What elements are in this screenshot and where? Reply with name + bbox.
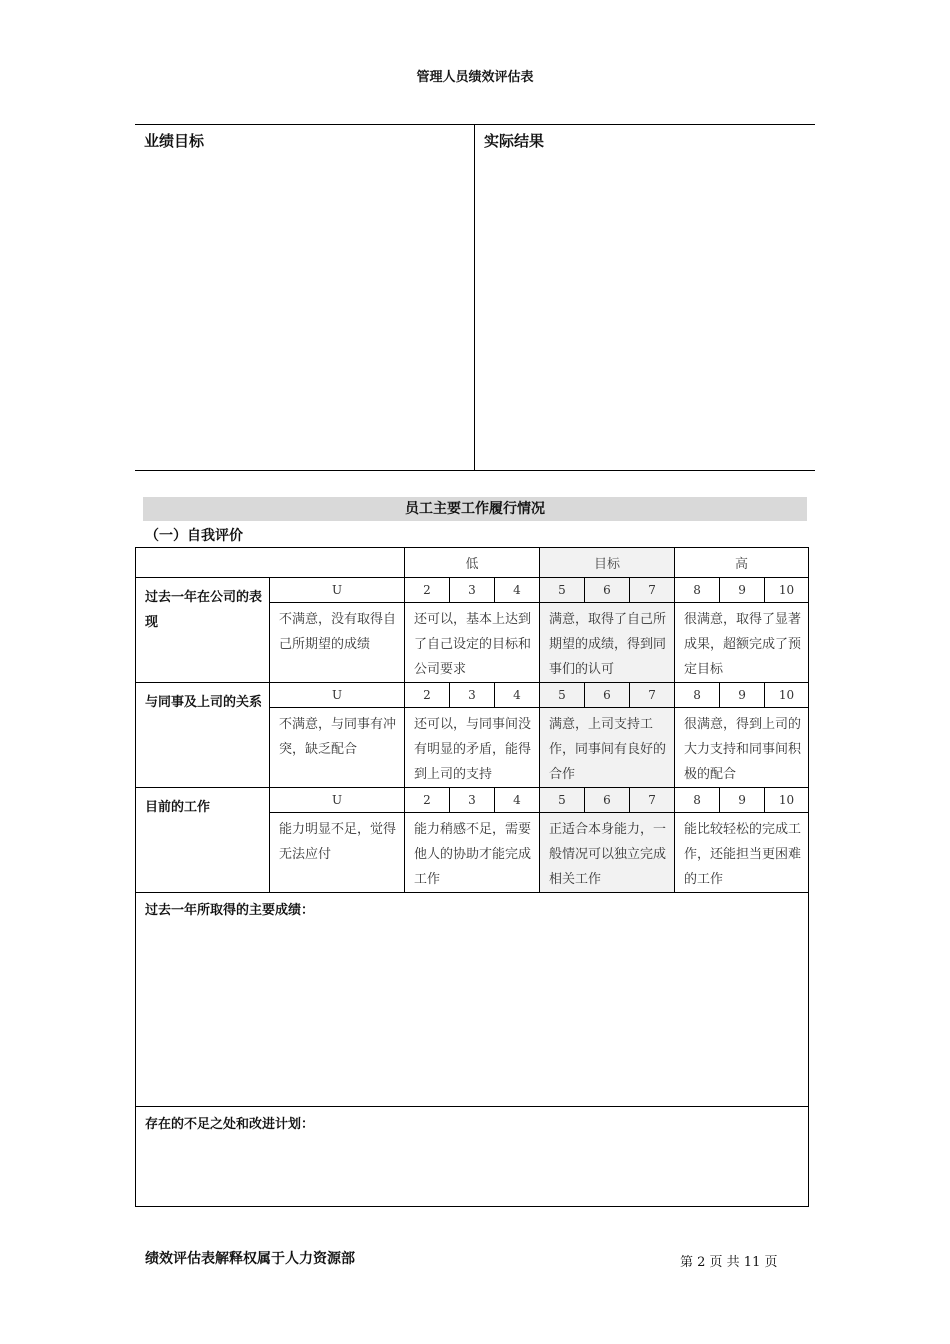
score-cell[interactable]: 3 <box>450 788 495 813</box>
description-high: 很满意，取得了显著成果，超额完成了预定目标 <box>675 603 809 683</box>
description-unsatisfactory: 能力明显不足，觉得无法应付 <box>270 813 405 893</box>
score-cell[interactable]: 8 <box>675 578 720 603</box>
score-cell[interactable]: 2 <box>405 683 450 708</box>
description-target: 正适合本身能力，一般情况可以独立完成相关工作 <box>540 813 675 893</box>
row-category: 目前的工作 <box>136 788 270 893</box>
header-blank-cell <box>136 548 405 578</box>
score-cell[interactable]: 4 <box>495 683 540 708</box>
score-cell[interactable]: 8 <box>675 683 720 708</box>
page-title: 管理人员绩效评估表 <box>416 70 534 85</box>
score-cell[interactable]: 3 <box>450 683 495 708</box>
page-number: 第 2 页 共 11 页 <box>680 1255 778 1270</box>
score-cell[interactable]: 7 <box>630 683 675 708</box>
score-cell[interactable]: U <box>270 578 405 603</box>
description-high: 能比较轻松的完成工作，还能担当更困难的工作 <box>675 813 809 893</box>
score-cell[interactable]: 2 <box>405 788 450 813</box>
score-cell[interactable]: 5 <box>540 578 585 603</box>
score-cell[interactable]: 10 <box>765 578 809 603</box>
score-cell[interactable]: 6 <box>585 578 630 603</box>
achievements-area[interactable] <box>136 893 809 1107</box>
description-unsatisfactory: 不满意，与同事有冲突，缺乏配合 <box>270 708 405 788</box>
score-cell[interactable]: 10 <box>765 683 809 708</box>
score-cell[interactable]: 2 <box>405 578 450 603</box>
score-cell[interactable]: 9 <box>720 788 765 813</box>
score-cell[interactable]: 9 <box>720 578 765 603</box>
score-cell[interactable]: 5 <box>540 683 585 708</box>
score-cell[interactable]: 10 <box>765 788 809 813</box>
description-low: 还可以，与同事间没有明显的矛盾，能得到上司的支持 <box>405 708 540 788</box>
score-cell[interactable]: 9 <box>720 683 765 708</box>
score-cell[interactable]: 3 <box>450 578 495 603</box>
level-high: 高 <box>675 548 809 578</box>
row-category: 过去一年在公司的表现 <box>136 578 270 683</box>
level-low: 低 <box>405 548 540 578</box>
footer-note: 绩效评估表解释权属于人力资源部 <box>145 1251 355 1267</box>
score-cell[interactable]: 4 <box>495 578 540 603</box>
score-cell[interactable]: 6 <box>585 788 630 813</box>
score-cell[interactable]: 4 <box>495 788 540 813</box>
actual-results-label: 实际结果 <box>484 132 545 150</box>
level-target: 目标 <box>540 548 675 578</box>
description-low: 能力稍感不足，需要他人的协助才能完成工作 <box>405 813 540 893</box>
description-target: 满意，取得了自己所期望的成绩，得到同事们的认可 <box>540 603 675 683</box>
description-unsatisfactory: 不满意，没有取得自己所期望的成绩 <box>270 603 405 683</box>
goals-divider <box>474 125 475 470</box>
score-cell[interactable]: U <box>270 683 405 708</box>
row-category: 与同事及上司的关系 <box>136 683 270 788</box>
achievements-label: 过去一年所取得的主要成绩： <box>145 903 315 918</box>
improvement-plan-area[interactable] <box>136 1107 809 1207</box>
score-cell[interactable]: 7 <box>630 578 675 603</box>
score-cell[interactable]: 5 <box>540 788 585 813</box>
description-high: 很满意，得到上司的大力支持和同事间积极的配合 <box>675 708 809 788</box>
description-target: 满意，上司支持工作，同事间有良好的合作 <box>540 708 675 788</box>
score-cell[interactable]: U <box>270 788 405 813</box>
self-evaluation-heading: （一）自我评价 <box>145 528 243 544</box>
score-cell[interactable]: 6 <box>585 683 630 708</box>
section-title: 员工主要工作履行情况 <box>143 497 807 521</box>
description-low: 还可以，基本上达到了自己设定的目标和公司要求 <box>405 603 540 683</box>
goals-results-box <box>135 124 815 471</box>
score-cell[interactable]: 8 <box>675 788 720 813</box>
improvement-plan-label: 存在的不足之处和改进计划： <box>145 1117 315 1132</box>
self-evaluation-table <box>135 547 809 1207</box>
score-cell[interactable]: 7 <box>630 788 675 813</box>
performance-goals-label: 业绩目标 <box>144 132 205 150</box>
